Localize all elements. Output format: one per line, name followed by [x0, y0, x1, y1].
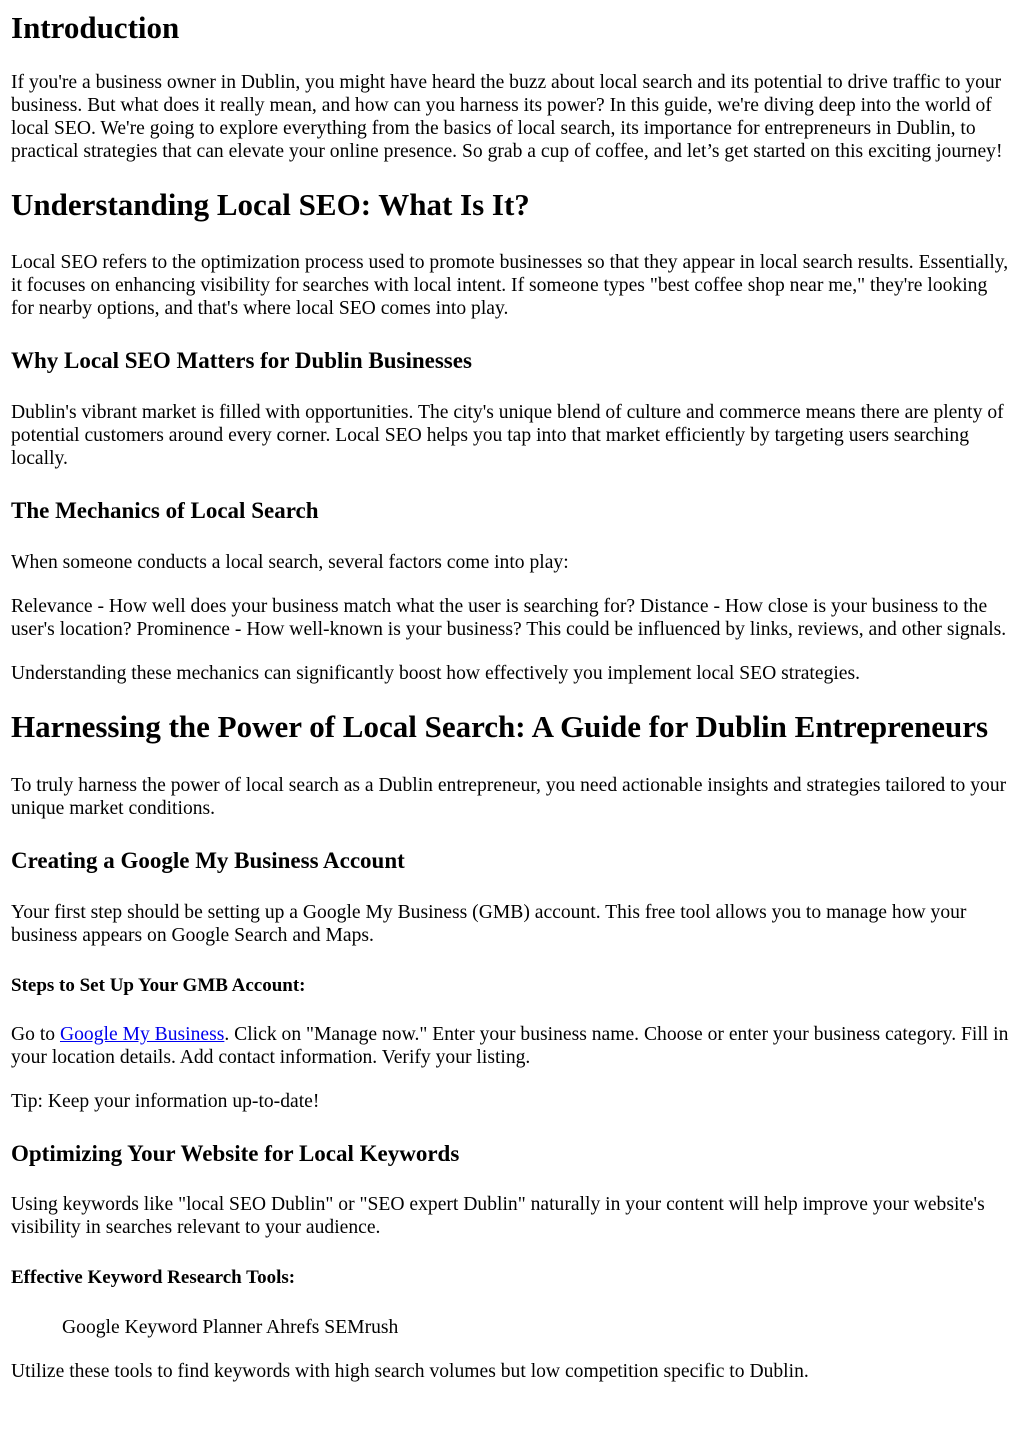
tools-heading: Effective Keyword Research Tools: [11, 1267, 296, 1288]
intro-heading: Introduction [11, 10, 180, 45]
why-paragraph: Dublin's vibrant market is filled with opportunities. The city's unique blend of culture and commerce means there are plenty of potential customers around every corner. Local SEO helps you tap into that market efficiently by targeting users searching locally. [11, 402, 1004, 469]
gmb-paragraph: Your first step should be setting up a Google My Business (GMB) account. This free tool allows you to manage how your business appears on Google Search and Maps. [11, 902, 967, 946]
keywords-heading: Optimizing Your Website for Local Keywords [11, 1141, 460, 1166]
mechanics-intro-paragraph: When someone conducts a local search, several factors come into play: [11, 552, 569, 573]
keywords-paragraph: Using keywords like "local SEO Dublin" or "SEO expert Dublin" naturally in your content will help improve your website's visibility in searches relevant to your audience. [11, 1194, 985, 1238]
mechanics-factors-paragraph: Relevance - How well does your business match what the user is searching for? Distance - How close is your business to the user's location? Prominence - How well-known is your business? This could be influenced by links, reviews, and other signals. [11, 596, 1007, 640]
harnessing-heading: Harnessing the Power of Local Search: A Guide for Dublin Entrepreneurs [11, 709, 989, 744]
understanding-paragraph: Local SEO refers to the optimization process used to promote businesses so that they appear in local search results. Essentially, it focuses on enhancing visibility for searches with local intent. If someone types "best coffee shop near me," they're looking for nearby options, and that's where local SEO comes into play. [11, 252, 1009, 319]
google-my-business-link[interactable]: Google My Business [59, 1024, 225, 1045]
gmb-heading: Creating a Google My Business Account [11, 848, 405, 873]
mechanics-summary-paragraph: Understanding these mechanics can significantly boost how effectively you implement local SEO strategies. [11, 663, 861, 684]
steps-heading: Steps to Set Up Your GMB Account: [11, 975, 306, 996]
why-heading: Why Local SEO Matters for Dublin Businesses [11, 348, 472, 373]
understanding-heading: Understanding Local SEO: What Is It? [11, 187, 530, 222]
intro-paragraph: If you're a business owner in Dublin, you might have heard the buzz about local search and its potential to drive traffic to your business. But what does it really mean, and how can you harness its power? In this guide, we're diving deep into the world of local SEO. We're going to explore everything from the basics of local search, its importance for entrepreneurs in Dublin, to practical strategies that can elevate your online presence. So grab a cup of coffee, and let’s get started on this exciting journey! [11, 72, 1003, 162]
utilize-paragraph: Utilize these tools to find keywords with high search volumes but low competition specific to Dublin. [11, 1361, 809, 1382]
tip-paragraph: Tip: Keep your information up-to-date! [11, 1091, 320, 1112]
harnessing-paragraph: To truly harness the power of local search as a Dublin entrepreneur, you need actionable insights and strategies tailored to your unique market conditions. [11, 775, 1007, 819]
steps-rest: . Click on "Manage now." Enter your business name. Choose or enter your business category. Fill in your location details. Add contact information. Verify your listing. [11, 1024, 1009, 1068]
mechanics-heading: The Mechanics of Local Search [11, 498, 319, 523]
steps-paragraph [11, 1023, 1014, 1069]
tools-list: Google Keyword Planner Ahrefs SEMrush [62, 1317, 399, 1338]
steps-prefix: Go to [11, 1024, 60, 1045]
